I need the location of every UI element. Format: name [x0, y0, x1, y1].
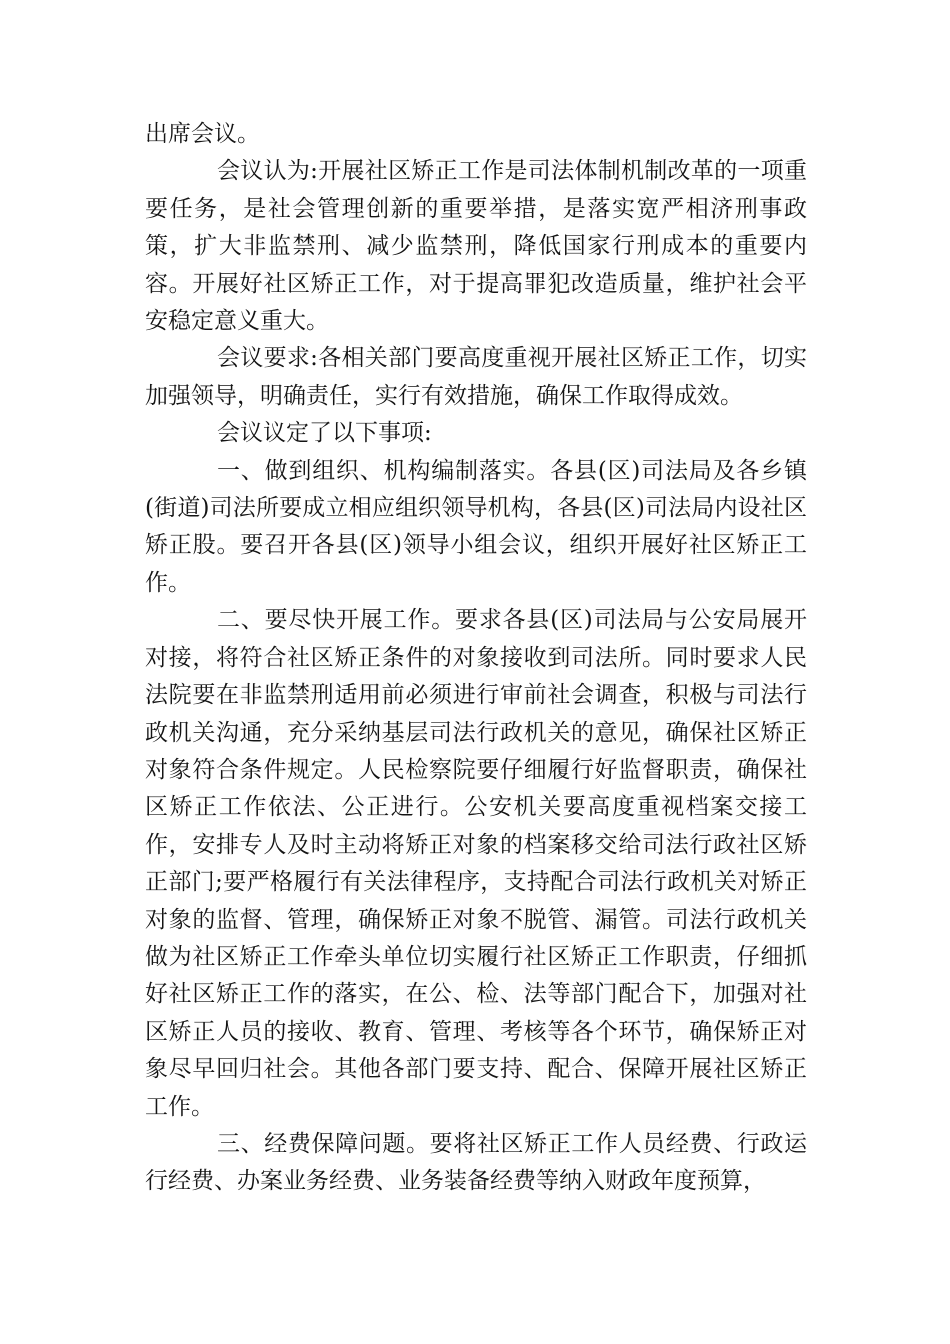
paragraph-item-three: 三、经费保障问题。要将社区矫正工作人员经费、行政运行经费、办案业务经费、业务装备经费等纳入财政年度预算， [145, 1130, 807, 1195]
paragraph-item-two: 二、要尽快开展工作。要求各县(区)司法局与公安局展开对接，将符合社区矫正条件的对象接收到司法所。同时要求人民法院要在非监禁刑适用前必须进行审前社会调查，积极与司法行政机关沟通，充分采纳基层司法行政机关的意见，确保社区矫正对象符合条件规定。人民检察院要仔细履行好监督职责，确保社区矫正工作依法、公正进行。公安机关要高度重视档案交接工作，安排专人及时主动将矫正对象的档案移交给司法行政社区矫正部门;要严格履行有关法律程序，支持配合司法行政机关对矫正对象的监督、管理，确保矫正对象不脱管、漏管。司法行政机关做为社区矫正工作牵头单位切实履行社区矫正工作职责，仔细抓好社区矫正工作的落实，在公、检、法等部门配合下，加强对社区矫正人员的接收、教育、管理、考核等各个环节，确保矫正对象尽早回归社会。其他各部门要支持、配合、保障开展社区矫正工作。 [145, 607, 807, 1120]
paragraph-meeting-requirement: 会议要求:各相关部门要高度重视开展社区矫正工作，切实加强领导，明确责任，实行有效措施，确保工作取得成效。 [145, 345, 807, 409]
document-body [145, 116, 807, 1201]
paragraph-item-one: 一、做到组织、机构编制落实。各县(区)司法局及各乡镇(街道)司法所要成立相应组织领导机构，各县(区)司法局内设社区矫正股。要召开各县(区)领导小组会议，组织开展好社区矫正工作。 [145, 457, 807, 596]
paragraph-agenda-intro: 会议议定了以下事项: [217, 420, 432, 447]
paragraph-meeting-opinion: 会议认为:开展社区矫正工作是司法体制机制改革的一项重要任务，是社会管理创新的重要举措，是落实宽严相济刑事政策，扩大非监禁刑、减少监禁刑，降低国家行刑成本的重要内容。开展好社区矫正工作，对于提高罪犯改造质量，维护社会平安稳定意义重大。 [145, 158, 807, 335]
paragraph-continuation: 出席会议。 [145, 121, 260, 147]
